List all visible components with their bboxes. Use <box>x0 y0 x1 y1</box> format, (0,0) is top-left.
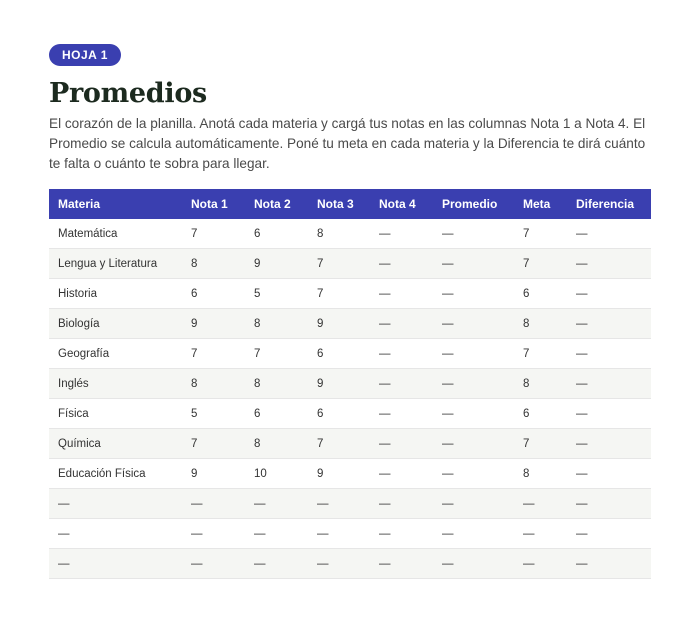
cell-materia[interactable]: Geografía <box>49 339 182 369</box>
cell-diferencia[interactable]: — <box>567 249 651 279</box>
cell-diferencia[interactable]: — <box>567 459 651 489</box>
column-header-materia: Materia <box>49 189 182 219</box>
table-row <box>49 309 651 339</box>
cell-nota-3[interactable]: 9 <box>308 459 370 489</box>
cell-diferencia[interactable]: — <box>567 399 651 429</box>
cell-nota-3[interactable]: 8 <box>308 219 370 249</box>
cell-nota-2[interactable]: 9 <box>245 249 308 279</box>
cell-nota-1[interactable]: 9 <box>182 459 245 489</box>
cell-nota-4[interactable]: — <box>370 519 433 549</box>
cell-nota-2[interactable]: 8 <box>245 309 308 339</box>
cell-materia[interactable]: — <box>49 489 182 519</box>
cell-nota-3[interactable]: 7 <box>308 249 370 279</box>
cell-meta[interactable]: — <box>514 549 567 579</box>
cell-materia[interactable]: Química <box>49 429 182 459</box>
cell-nota-4[interactable]: — <box>370 279 433 309</box>
table-row <box>49 489 651 519</box>
cell-meta[interactable]: 7 <box>514 249 567 279</box>
cell-nota-4[interactable]: — <box>370 459 433 489</box>
cell-diferencia[interactable]: — <box>567 309 651 339</box>
cell-diferencia[interactable]: — <box>567 489 651 519</box>
cell-materia[interactable]: Lengua y Literatura <box>49 249 182 279</box>
grades-table <box>49 189 651 579</box>
cell-diferencia[interactable]: — <box>567 549 651 579</box>
header-row <box>49 189 651 219</box>
cell-promedio[interactable]: — <box>433 429 514 459</box>
cell-materia[interactable]: Inglés <box>49 369 182 399</box>
sheet-badge: HOJA 1 <box>49 44 121 66</box>
cell-materia[interactable]: Historia <box>49 279 182 309</box>
cell-diferencia[interactable]: — <box>567 339 651 369</box>
cell-promedio[interactable]: — <box>433 249 514 279</box>
cell-nota-1[interactable]: — <box>182 549 245 579</box>
cell-nota-4[interactable]: — <box>370 219 433 249</box>
cell-nota-4[interactable]: — <box>370 249 433 279</box>
table-header <box>49 189 651 219</box>
cell-diferencia[interactable]: — <box>567 219 651 249</box>
cell-nota-2[interactable]: 6 <box>245 219 308 249</box>
cell-nota-3[interactable]: 6 <box>308 339 370 369</box>
table-row <box>49 549 651 579</box>
cell-nota-1[interactable]: 7 <box>182 429 245 459</box>
column-header-nota-3: Nota 3 <box>308 189 370 219</box>
cell-nota-3[interactable]: 6 <box>308 399 370 429</box>
cell-nota-1[interactable]: — <box>182 519 245 549</box>
cell-promedio[interactable]: — <box>433 459 514 489</box>
sheet-page <box>49 44 651 579</box>
cell-promedio[interactable]: — <box>433 339 514 369</box>
cell-nota-2[interactable]: — <box>245 519 308 549</box>
cell-diferencia[interactable]: — <box>567 279 651 309</box>
column-header-promedio: Promedio <box>433 189 514 219</box>
table-row <box>49 249 651 279</box>
cell-materia[interactable]: Educación Física <box>49 459 182 489</box>
cell-nota-4[interactable]: — <box>370 549 433 579</box>
cell-nota-3[interactable]: — <box>308 519 370 549</box>
cell-meta[interactable]: 8 <box>514 459 567 489</box>
table-row <box>49 519 651 549</box>
cell-nota-2[interactable]: 6 <box>245 399 308 429</box>
cell-nota-1[interactable]: — <box>182 489 245 519</box>
table-row <box>49 369 651 399</box>
cell-nota-1[interactable]: 8 <box>182 249 245 279</box>
table-row <box>49 219 651 249</box>
cell-nota-4[interactable]: — <box>370 399 433 429</box>
cell-promedio[interactable]: — <box>433 519 514 549</box>
cell-nota-1[interactable]: 5 <box>182 399 245 429</box>
cell-meta[interactable]: 6 <box>514 279 567 309</box>
cell-nota-1[interactable]: 8 <box>182 369 245 399</box>
cell-promedio[interactable]: — <box>433 309 514 339</box>
cell-nota-2[interactable]: 5 <box>245 279 308 309</box>
cell-nota-2[interactable]: — <box>245 489 308 519</box>
cell-nota-4[interactable]: — <box>370 429 433 459</box>
cell-meta[interactable]: 8 <box>514 369 567 399</box>
cell-nota-1[interactable]: 9 <box>182 309 245 339</box>
cell-nota-1[interactable]: 7 <box>182 219 245 249</box>
cell-nota-4[interactable]: — <box>370 309 433 339</box>
cell-nota-3[interactable]: 9 <box>308 309 370 339</box>
column-header-diferencia: Diferencia <box>567 189 651 219</box>
column-header-nota-2: Nota 2 <box>245 189 308 219</box>
cell-nota-1[interactable]: 7 <box>182 339 245 369</box>
cell-nota-1[interactable]: 6 <box>182 279 245 309</box>
cell-nota-3[interactable]: 7 <box>308 279 370 309</box>
cell-meta[interactable]: — <box>514 519 567 549</box>
table-row <box>49 279 651 309</box>
column-header-nota-1: Nota 1 <box>182 189 245 219</box>
cell-nota-2[interactable]: 10 <box>245 459 308 489</box>
cell-promedio[interactable]: — <box>433 279 514 309</box>
cell-promedio[interactable]: — <box>433 549 514 579</box>
table-body <box>49 219 651 579</box>
table-row <box>49 459 651 489</box>
cell-promedio[interactable]: — <box>433 489 514 519</box>
table-row <box>49 429 651 459</box>
column-header-nota-4: Nota 4 <box>370 189 433 219</box>
cell-nota-3[interactable]: — <box>308 489 370 519</box>
cell-materia[interactable]: Matemática <box>49 219 182 249</box>
cell-nota-3[interactable]: 9 <box>308 369 370 399</box>
cell-nota-2[interactable]: 8 <box>245 429 308 459</box>
cell-meta[interactable]: 7 <box>514 219 567 249</box>
cell-diferencia[interactable]: — <box>567 519 651 549</box>
page-description: El corazón de la planilla. Anotá cada materia y cargá tus notas en las columnas Nota 1 a Nota 4. El Promedio se calcula automáticamente. Poné tu meta en cada materia y la Diferencia te dirá cuánto te falta o cuánto te sobra para llegar. <box>49 116 646 171</box>
column-header-meta: Meta <box>514 189 567 219</box>
cell-diferencia[interactable]: — <box>567 369 651 399</box>
cell-promedio[interactable]: — <box>433 399 514 429</box>
cell-diferencia[interactable]: — <box>567 429 651 459</box>
cell-materia[interactable]: Física <box>49 399 182 429</box>
cell-materia[interactable]: — <box>49 549 182 579</box>
cell-materia[interactable]: Biología <box>49 309 182 339</box>
cell-meta[interactable]: — <box>514 489 567 519</box>
cell-nota-2[interactable]: 7 <box>245 339 308 369</box>
cell-nota-2[interactable]: 8 <box>245 369 308 399</box>
cell-materia[interactable]: — <box>49 519 182 549</box>
cell-nota-4[interactable]: — <box>370 489 433 519</box>
cell-meta[interactable]: 7 <box>514 429 567 459</box>
cell-meta[interactable]: 8 <box>514 309 567 339</box>
table-row <box>49 339 651 369</box>
cell-nota-4[interactable]: — <box>370 339 433 369</box>
cell-meta[interactable]: 6 <box>514 399 567 429</box>
cell-promedio[interactable]: — <box>433 219 514 249</box>
cell-promedio[interactable]: — <box>433 369 514 399</box>
cell-nota-3[interactable]: 7 <box>308 429 370 459</box>
table-row <box>49 399 651 429</box>
cell-nota-4[interactable]: — <box>370 369 433 399</box>
cell-nota-2[interactable]: — <box>245 549 308 579</box>
page-title: Promedios <box>49 78 207 109</box>
cell-meta[interactable]: 7 <box>514 339 567 369</box>
cell-nota-3[interactable]: — <box>308 549 370 579</box>
